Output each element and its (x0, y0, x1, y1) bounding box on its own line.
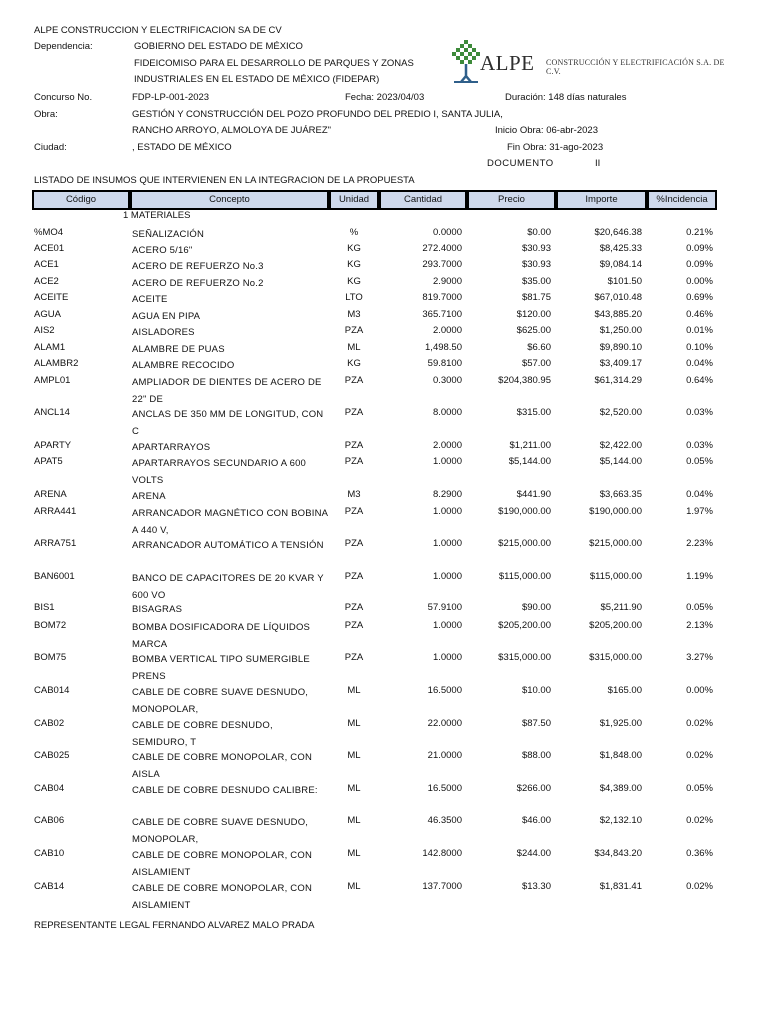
cell-concepto: ANCLAS DE 350 MM DE LONGITUD, CON C (132, 409, 324, 437)
cell-incidencia: 0.01% (686, 325, 713, 336)
cell-cantidad: 59.8100 (427, 358, 462, 369)
cell-precio: $10.00 (521, 685, 551, 696)
cell-importe: $1,250.00 (599, 325, 642, 336)
cell-cantidad: 1.0000 (432, 506, 462, 517)
cell-incidencia: 0.05% (686, 783, 713, 794)
cell-importe: $2,422.00 (599, 440, 642, 451)
tree-logo-icon (450, 38, 484, 84)
cell-concepto: CABLE DE COBRE DESNUDO, SEMIDURO, T (132, 720, 273, 748)
cell-precio: $30.93 (521, 243, 551, 254)
cell-precio: $87.50 (521, 718, 551, 729)
inicio-obra: Inicio Obra: 06-abr-2023 (495, 125, 598, 136)
cell-cantidad: 8.0000 (432, 407, 462, 418)
cell-unidad: ML (347, 685, 361, 696)
cell-incidencia: 0.05% (686, 456, 713, 467)
cell-codigo: CAB02 (34, 718, 65, 729)
cell-cantidad: 365.7100 (422, 309, 462, 320)
cell-incidencia: 2.13% (686, 620, 713, 631)
cell-concepto: SEÑALIZACIÓN (132, 229, 205, 240)
cell-unidad: PZA (344, 602, 364, 613)
dependencia-line-2: FIDEICOMISO PARA EL DESARROLLO DE PARQUES Y ZONAS (134, 58, 414, 69)
cell-precio: $315,000.00 (498, 652, 551, 663)
logo-wordmark: ALPE (480, 51, 535, 75)
cell-concepto: AISLADORES (132, 327, 195, 338)
cell-precio: $266.00 (516, 783, 551, 794)
cell-importe: $9,890.10 (599, 342, 642, 353)
cell-cantidad: 1.0000 (432, 652, 462, 663)
cell-precio: $244.00 (516, 848, 551, 859)
cell-unidad: PZA (344, 325, 364, 336)
cell-incidencia: 0.04% (686, 489, 713, 500)
table-header (32, 190, 717, 210)
cell-unidad: KG (347, 259, 361, 270)
cell-codigo: CAB04 (34, 783, 65, 794)
cell-incidencia: 0.00% (686, 685, 713, 696)
cell-importe: $5,144.00 (599, 456, 642, 467)
cell-incidencia: 0.36% (686, 848, 713, 859)
cell-importe: $115,000.00 (589, 571, 642, 582)
cell-codigo: ACE2 (34, 276, 59, 287)
cell-precio: $13.30 (521, 881, 551, 892)
cell-concepto: APARTARRAYOS (132, 442, 211, 453)
company-name: ALPE CONSTRUCCION Y ELECTRIFICACION SA DE CV (34, 25, 282, 36)
cell-codigo: BOM72 (34, 620, 67, 631)
cell-codigo: ACEITE (34, 292, 69, 303)
cell-precio: $204,380.95 (498, 375, 551, 386)
cell-cantidad: 46.3500 (427, 815, 462, 826)
cell-importe: $4,389.00 (599, 783, 642, 794)
cell-unidad: M3 (347, 309, 361, 320)
cell-cantidad: 137.7000 (422, 881, 462, 892)
cell-concepto: ACERO 5/16" (132, 245, 193, 256)
cell-concepto: ARENA (132, 491, 166, 502)
obra-label: Obra: (34, 109, 58, 120)
obra-line-2: RANCHO ARROYO, ALMOLOYA DE JUÁREZ" (132, 125, 332, 136)
cell-precio: $90.00 (521, 602, 551, 613)
cell-precio: $315.00 (516, 407, 551, 418)
cell-cantidad: 16.5000 (427, 783, 462, 794)
obra-line-1: GESTIÓN Y CONSTRUCCIÓN DEL POZO PROFUNDO DEL PREDIO I, SANTA JULIA, (132, 109, 503, 120)
cell-concepto: AGUA EN PIPA (132, 311, 201, 322)
cell-concepto: APARTARRAYOS SECUNDARIO A 600 VOLTS (132, 458, 307, 486)
cell-cantidad: 8.2900 (432, 489, 462, 500)
cell-codigo: AGUA (34, 309, 61, 320)
cell-unidad: PZA (344, 375, 364, 386)
cell-importe: $43,885.20 (594, 309, 642, 320)
cell-concepto: ACERO DE REFUERZO No.2 (132, 278, 264, 289)
header-incidencia: %Incidencia (647, 190, 717, 210)
cell-cantidad: 0.0000 (432, 227, 462, 238)
cell-incidencia: 1.97% (686, 506, 713, 517)
cell-importe: $1,848.00 (599, 750, 642, 761)
cell-concepto: ARRANCADOR MAGNÉTICO CON BOBINA A 440 V, (132, 508, 328, 536)
cell-codigo: BIS1 (34, 602, 55, 613)
cell-precio: $625.00 (516, 325, 551, 336)
cell-unidad: PZA (344, 620, 364, 631)
cell-importe: $9,084.14 (599, 259, 642, 270)
cell-precio: $46.00 (521, 815, 551, 826)
cell-importe: $205,200.00 (589, 620, 642, 631)
cell-precio: $81.75 (521, 292, 551, 303)
cell-unidad: ML (347, 815, 361, 826)
cell-incidencia: 0.04% (686, 358, 713, 369)
cell-codigo: APAT5 (34, 456, 63, 467)
cell-incidencia: 2.23% (686, 538, 713, 549)
cell-importe: $61,314.29 (594, 375, 642, 386)
cell-codigo: ARRA751 (34, 538, 77, 549)
cell-concepto: CABLE DE COBRE MONOPOLAR, CON AISLAMIENT (132, 850, 313, 878)
cell-concepto: CABLE DE COBRE DESNUDO CALIBRE: (132, 785, 318, 796)
cell-codigo: ANCL14 (34, 407, 70, 418)
cell-precio: $441.90 (516, 489, 551, 500)
footer-representante: REPRESENTANTE LEGAL FERNANDO ALVAREZ MALO PRADA (34, 920, 315, 931)
cell-codigo: AMPL01 (34, 375, 71, 386)
cell-cantidad: 57.9100 (427, 602, 462, 613)
cell-concepto: ACEITE (132, 294, 168, 305)
fin-obra: Fin Obra: 31-ago-2023 (507, 142, 604, 153)
cell-codigo: AIS2 (34, 325, 55, 336)
cell-unidad: M3 (347, 489, 361, 500)
cell-cantidad: 16.5000 (427, 685, 462, 696)
cell-cantidad: 1.0000 (432, 538, 462, 549)
cell-importe: $3,409.17 (599, 358, 642, 369)
cell-concepto: ALAMBRE DE PUAS (132, 344, 225, 355)
fecha: Fecha: 2023/04/03 (345, 92, 425, 103)
header-precio: Precio (467, 190, 556, 210)
cell-precio: $215,000.00 (498, 538, 551, 549)
cell-codigo: ACE1 (34, 259, 59, 270)
cell-importe: $67,010.48 (594, 292, 642, 303)
cell-codigo: BAN6001 (34, 571, 75, 582)
cell-cantidad: 0.3000 (432, 375, 462, 386)
cell-precio: $0.00 (527, 227, 551, 238)
cell-cantidad: 2.9000 (432, 276, 462, 287)
cell-unidad: ML (347, 342, 361, 353)
cell-importe: $190,000.00 (589, 506, 642, 517)
cell-cantidad: 1.0000 (432, 456, 462, 467)
concurso-label: Concurso No. (34, 92, 93, 103)
cell-incidencia: 0.69% (686, 292, 713, 303)
cell-incidencia: 3.27% (686, 652, 713, 663)
cell-codigo: CAB10 (34, 848, 65, 859)
cell-codigo: ARRA441 (34, 506, 77, 517)
cell-incidencia: 0.02% (686, 718, 713, 729)
cell-incidencia: 0.64% (686, 375, 713, 386)
cell-incidencia: 0.09% (686, 243, 713, 254)
cell-cantidad: 22.0000 (427, 718, 462, 729)
logo-tagline: CONSTRUCCIÓN Y ELECTRIFICACIÓN S.A. DE C.V. (546, 58, 725, 76)
documento-value: II (595, 158, 601, 169)
header-codigo: Código (32, 190, 130, 210)
cell-unidad: ML (347, 848, 361, 859)
cell-importe: $1,831.41 (599, 881, 642, 892)
dependencia-line-1: GOBIERNO DEL ESTADO DE MÉXICO (134, 41, 303, 52)
cell-unidad: ML (347, 881, 361, 892)
listado-title: LISTADO DE INSUMOS QUE INTERVIENEN EN LA INTEGRACION DE LA PROPUESTA (34, 175, 415, 186)
header-importe: Importe (556, 190, 647, 210)
cell-codigo: ALAM1 (34, 342, 66, 353)
cell-codigo: BOM75 (34, 652, 67, 663)
cell-cantidad: 142.8000 (422, 848, 462, 859)
cell-codigo: %MO4 (34, 227, 64, 238)
ciudad-value: , ESTADO DE MÉXICO (132, 142, 232, 153)
section-label: 1 MATERIALES (123, 210, 191, 221)
cell-incidencia: 0.02% (686, 881, 713, 892)
alpe-logo (450, 38, 740, 86)
cell-unidad: % (349, 227, 359, 238)
cell-importe: $8,425.33 (599, 243, 642, 254)
cell-incidencia: 0.00% (686, 276, 713, 287)
cell-precio: $190,000.00 (498, 506, 551, 517)
cell-concepto: CABLE DE COBRE SUAVE DESNUDO, MONOPOLAR, (132, 687, 309, 715)
cell-cantidad: 2.0000 (432, 325, 462, 336)
cell-concepto: CABLE DE COBRE SUAVE DESNUDO, MONOPOLAR, (132, 817, 309, 845)
cell-codigo: APARTY (34, 440, 72, 451)
cell-concepto: BOMBA VERTICAL TIPO SUMERGIBLE PRENS (132, 654, 310, 682)
cell-importe: $2,520.00 (599, 407, 642, 418)
cell-unidad: KG (347, 276, 361, 287)
cell-incidencia: 1.19% (686, 571, 713, 582)
duracion: Duración: 148 días naturales (505, 92, 627, 103)
cell-precio: $30.93 (521, 259, 551, 270)
cell-unidad: ML (347, 718, 361, 729)
cell-cantidad: 819.7000 (422, 292, 462, 303)
cell-concepto: ALAMBRE RECOCIDO (132, 360, 235, 371)
cell-cantidad: 1.0000 (432, 571, 462, 582)
cell-incidencia: 0.02% (686, 815, 713, 826)
cell-importe: $20,646.38 (594, 227, 642, 238)
cell-concepto: ACERO DE REFUERZO No.3 (132, 261, 264, 272)
cell-codigo: ALAMBR2 (34, 358, 79, 369)
cell-incidencia: 0.10% (686, 342, 713, 353)
cell-cantidad: 272.4000 (422, 243, 462, 254)
cell-unidad: ML (347, 783, 361, 794)
cell-unidad: PZA (344, 440, 364, 451)
cell-cantidad: 1,498.50 (425, 342, 462, 353)
cell-concepto: AMPLIADOR DE DIENTES DE ACERO DE 22" DE (132, 377, 322, 405)
cell-importe: $5,211.90 (600, 602, 642, 613)
cell-concepto: BOMBA DOSIFICADORA DE LÍQUIDOS MARCA (132, 622, 311, 650)
documento-label: DOCUMENTO (487, 158, 554, 169)
cell-incidencia: 0.02% (686, 750, 713, 761)
cell-concepto: ARRANCADOR AUTOMÁTICO A TENSIÓN (132, 540, 324, 551)
ciudad-label: Ciudad: (34, 142, 67, 153)
cell-unidad: KG (347, 243, 361, 254)
cell-importe: $2,132.10 (599, 815, 642, 826)
cell-concepto: BANCO DE CAPACITORES DE 20 KVAR Y 600 VO (132, 573, 324, 601)
cell-importe: $315,000.00 (589, 652, 642, 663)
cell-unidad: PZA (344, 652, 364, 663)
cell-unidad: ML (347, 750, 361, 761)
cell-precio: $88.00 (521, 750, 551, 761)
cell-incidencia: 0.09% (686, 259, 713, 270)
cell-importe: $1,925.00 (599, 718, 642, 729)
header-unidad: Unidad (329, 190, 379, 210)
cell-concepto: BISAGRAS (132, 604, 183, 615)
cell-precio: $1,211.00 (509, 440, 551, 451)
cell-cantidad: 21.0000 (427, 750, 462, 761)
cell-unidad: PZA (344, 506, 364, 517)
cell-codigo: ACE01 (34, 243, 65, 254)
cell-incidencia: 0.46% (686, 309, 713, 320)
cell-precio: $120.00 (516, 309, 551, 320)
cell-unidad: LTO (345, 292, 363, 303)
dependencia-line-3: INDUSTRIALES EN EL ESTADO DE MÉXICO (FIDEPAR) (134, 74, 380, 85)
cell-importe: $101.50 (607, 276, 642, 287)
cell-concepto: CABLE DE COBRE MONOPOLAR, CON AISLA (132, 752, 313, 780)
cell-incidencia: 0.03% (686, 407, 713, 418)
cell-codigo: CAB06 (34, 815, 65, 826)
cell-precio: $6.60 (527, 342, 551, 353)
cell-unidad: PZA (344, 407, 364, 418)
cell-codigo: CAB025 (34, 750, 70, 761)
cell-incidencia: 0.03% (686, 440, 713, 451)
cell-precio: $5,144.00 (508, 456, 551, 467)
header-cantidad: Cantidad (379, 190, 467, 210)
cell-precio: $35.00 (521, 276, 551, 287)
concurso-value: FDP-LP-001-2023 (132, 92, 210, 103)
cell-unidad: PZA (344, 538, 364, 549)
cell-precio: $205,200.00 (498, 620, 551, 631)
cell-unidad: PZA (344, 456, 364, 467)
cell-unidad: KG (347, 358, 361, 369)
cell-incidencia: 0.21% (686, 227, 713, 238)
cell-precio: $115,000.00 (498, 571, 551, 582)
cell-concepto: CABLE DE COBRE MONOPOLAR, CON AISLAMIENT (132, 883, 313, 911)
cell-incidencia: 0.05% (686, 602, 713, 613)
cell-cantidad: 293.7000 (422, 259, 462, 270)
cell-cantidad: 1.0000 (432, 620, 462, 631)
dependencia-label: Dependencia: (34, 41, 93, 52)
cell-importe: $34,843.20 (594, 848, 642, 859)
header-concepto: Concepto (130, 190, 329, 210)
cell-importe: $3,663.35 (599, 489, 642, 500)
cell-precio: $57.00 (521, 358, 551, 369)
cell-codigo: CAB14 (34, 881, 65, 892)
cell-codigo: ARENA (34, 489, 67, 500)
cell-codigo: CAB014 (34, 685, 70, 696)
cell-importe: $215,000.00 (589, 538, 642, 549)
cell-importe: $165.00 (607, 685, 642, 696)
cell-unidad: PZA (344, 571, 364, 582)
cell-cantidad: 2.0000 (432, 440, 462, 451)
